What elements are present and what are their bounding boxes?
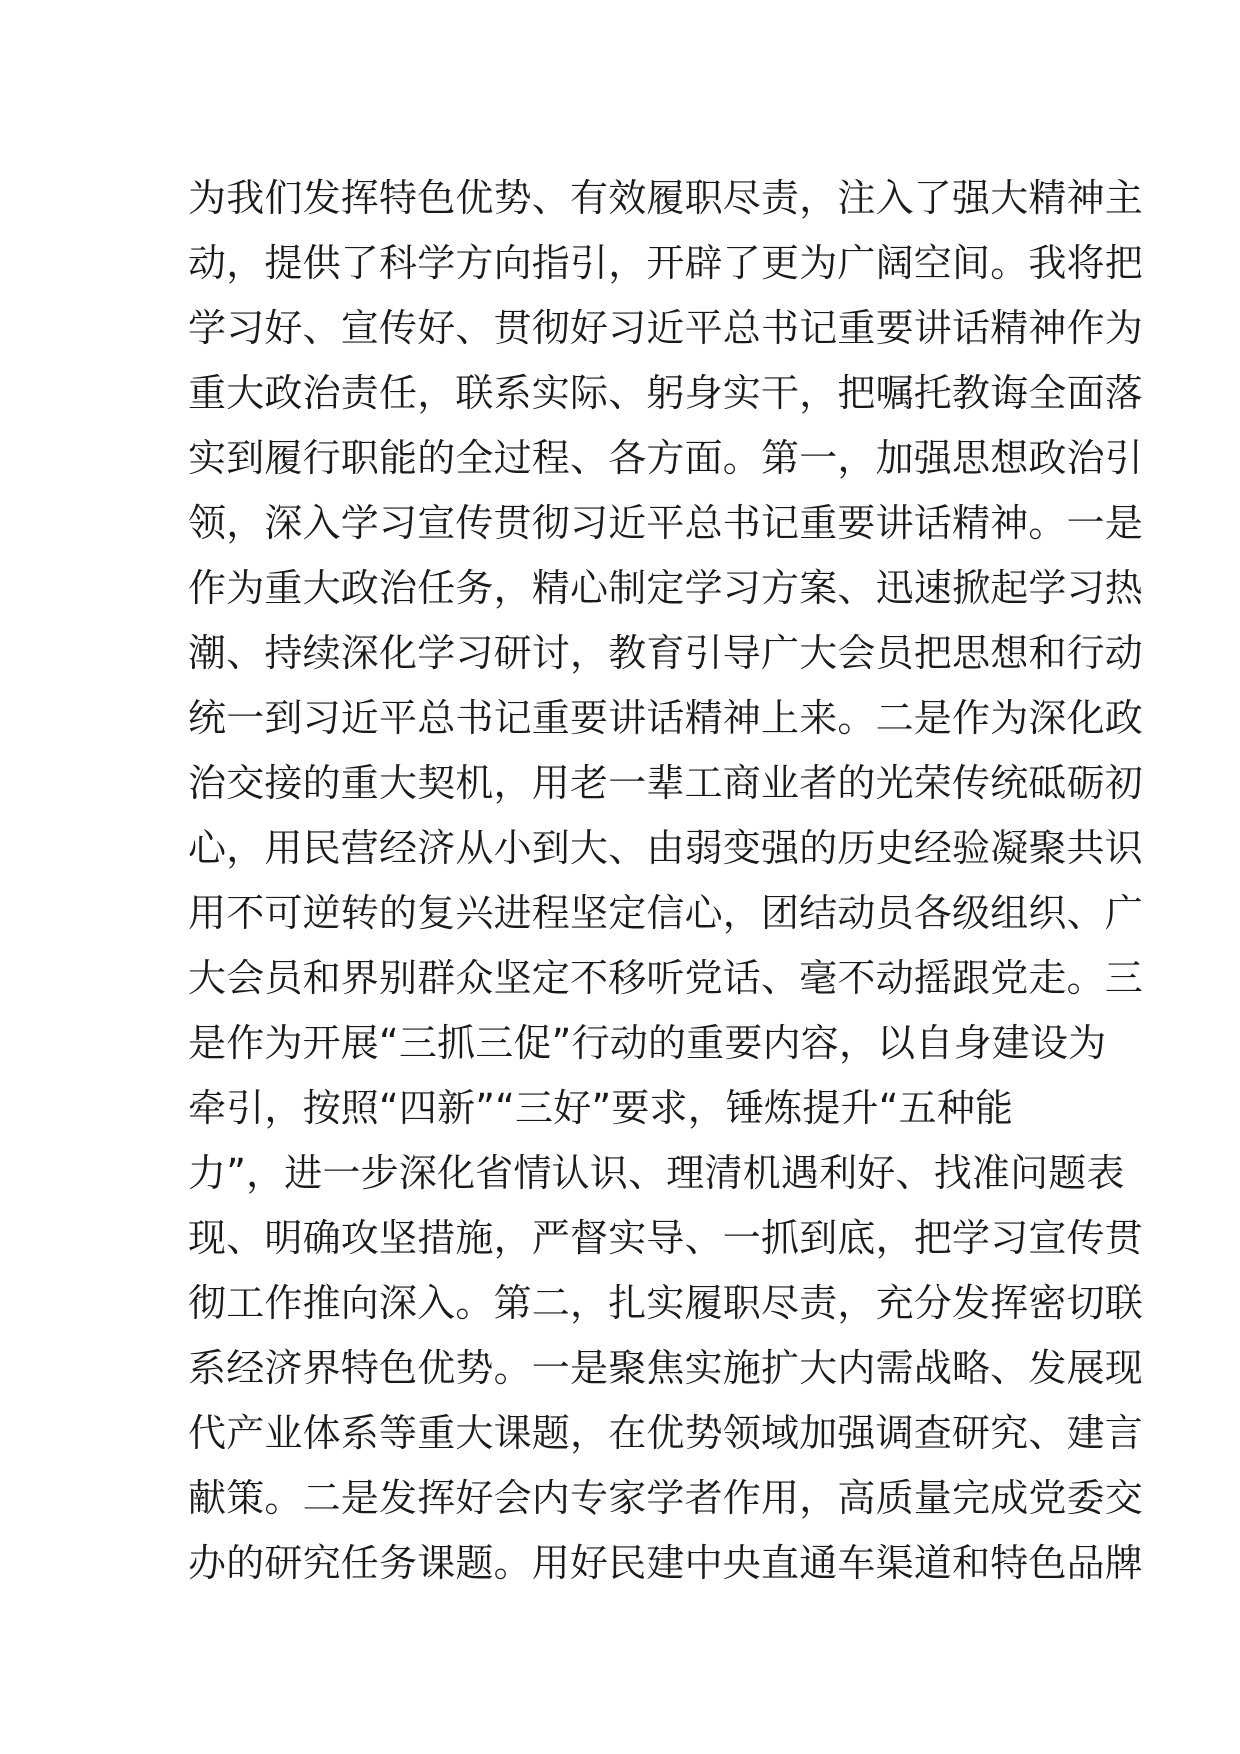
- text-line: 动，提供了科学方向指引，开辟了更为广阔空间。我将把: [188, 241, 1144, 285]
- text-line: 系经济界特色优势。一是聚焦实施扩大内需战略、发展现: [188, 1346, 1144, 1390]
- text-line: 牵引，按照“四新”“三好”要求，锤炼提升“五种能: [188, 1086, 1014, 1130]
- text-line: 心，用民营经济从小到大、由弱变强的历史经验凝聚共识: [188, 826, 1144, 870]
- text-line: 统一到习近平总书记重要讲话精神上来。二是作为深化政: [188, 696, 1144, 740]
- text-line: 治交接的重大契机，用老一辈工商业者的光荣传统砥砺初: [188, 761, 1144, 805]
- body-paragraph: [188, 166, 1144, 1596]
- text-line: 是作为开展“三抓三促”行动的重要内容，以自身建设为: [188, 1021, 1107, 1065]
- text-line: 办的研究任务课题。用好民建中央直通车渠道和特色品牌: [188, 1541, 1144, 1585]
- text-line: 用不可逆转的复兴进程坚定信心，团结动员各级组织、广: [188, 891, 1144, 935]
- text-line: 领，深入学习宣传贯彻习近平总书记重要讲话精神。一是: [188, 501, 1144, 545]
- text-line: 为我们发挥特色优势、有效履职尽责，注入了强大精神主: [188, 176, 1144, 220]
- text-line: 实到履行职能的全过程、各方面。第一，加强思想政治引: [188, 436, 1144, 480]
- text-line: 潮、持续深化学习研讨，教育引导广大会员把思想和行动: [188, 631, 1144, 675]
- text-line: 现、明确攻坚措施，严督实导、一抓到底，把学习宣传贯: [188, 1216, 1144, 1260]
- text-line: 作为重大政治任务，精心制定学习方案、迅速掀起学习热: [188, 566, 1144, 610]
- text-line: 大会员和界别群众坚定不移听党话、毫不动摇跟党走。三: [188, 956, 1144, 1000]
- text-line: 献策。二是发挥好会内专家学者作用，高质量完成党委交: [188, 1476, 1144, 1520]
- text-line: 力”，进一步深化省情认识、理清机遇利好、找准问题表: [188, 1151, 1125, 1195]
- text-line: 彻工作推向深入。第二，扎实履职尽责，充分发挥密切联: [188, 1281, 1144, 1325]
- text-line: 重大政治责任，联系实际、躬身实干，把嘱托教诲全面落: [188, 371, 1144, 415]
- text-line: 代产业体系等重大课题，在优势领域加强调查研究、建言: [188, 1411, 1144, 1455]
- text-line: 学习好、宣传好、贯彻好习近平总书记重要讲话精神作为: [188, 306, 1144, 350]
